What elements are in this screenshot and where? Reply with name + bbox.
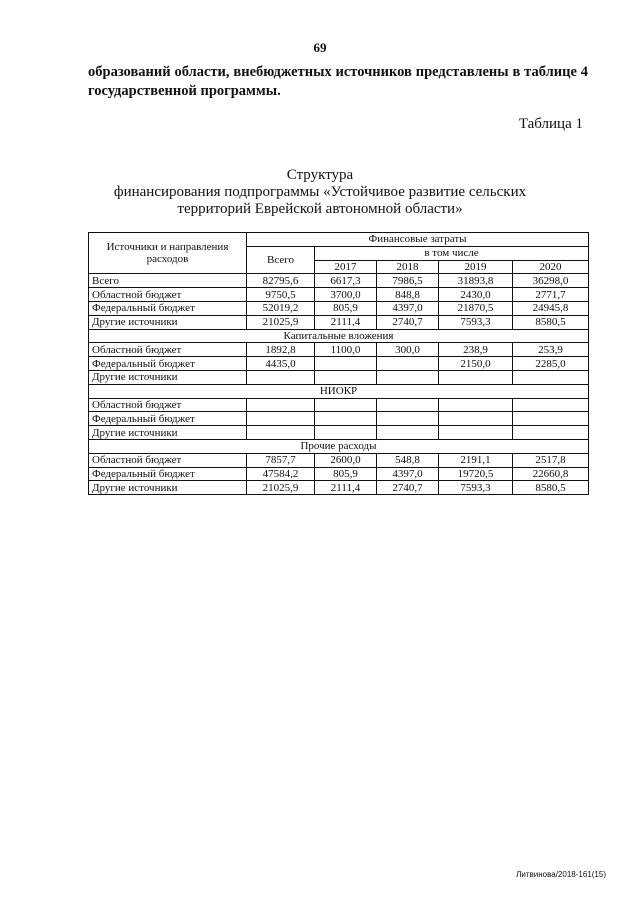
cell-2018 — [377, 426, 439, 440]
cell-2018 — [377, 357, 439, 371]
table-row — [89, 315, 589, 329]
row-label: Другие источники — [89, 315, 247, 329]
cell-2019: 21870,5 — [439, 301, 513, 315]
cell-2020: 8580,5 — [513, 481, 589, 495]
header-costs: Финансовые затраты — [247, 233, 589, 247]
cell-total: 52019,2 — [247, 301, 315, 315]
cell-2017: 3700,0 — [315, 288, 377, 302]
table-row — [89, 398, 589, 412]
header-year: 2018 — [377, 260, 439, 274]
page-number: 69 — [313, 40, 327, 55]
cell-2018: 300,0 — [377, 343, 439, 357]
cell-2020: 2771,7 — [513, 288, 589, 302]
cell-2017: 1100,0 — [315, 343, 377, 357]
header-year: 2019 — [439, 260, 513, 274]
table-row — [89, 426, 589, 440]
cell-2019: 31893,8 — [439, 274, 513, 288]
cell-2018 — [377, 412, 439, 426]
cell-2020: 253,9 — [513, 343, 589, 357]
header-year: 2020 — [513, 260, 589, 274]
table-title — [0, 167, 640, 218]
intro-paragraph: образований области, внебюджетных источников представлены в таблице 4 государственной программы. — [88, 64, 588, 99]
row-label: Федеральный бюджет — [89, 301, 247, 315]
cell-2020: 36298,0 — [513, 274, 589, 288]
cell-2017: 2111,4 — [315, 315, 377, 329]
row-label: Областной бюджет — [89, 343, 247, 357]
row-label: Другие источники — [89, 426, 247, 440]
section-title: Капитальные вложения — [89, 329, 589, 343]
table-row — [89, 301, 589, 315]
table-row — [89, 370, 589, 384]
title-line-1: Структура — [286, 167, 354, 183]
header-total: Всего — [247, 246, 315, 274]
cell-2018: 7986,5 — [377, 274, 439, 288]
cell-2019: 7593,3 — [439, 315, 513, 329]
cell-2020 — [513, 370, 589, 384]
section-title: НИОКР — [89, 384, 589, 398]
row-label: Областной бюджет — [89, 453, 247, 467]
cell-total: 82795,6 — [247, 274, 315, 288]
cell-2018: 4397,0 — [377, 301, 439, 315]
section-header-row — [89, 329, 589, 343]
cell-total — [247, 370, 315, 384]
cell-2017: 805,9 — [315, 301, 377, 315]
cell-2017: 6617,3 — [315, 274, 377, 288]
table-row — [89, 481, 589, 495]
title-line-3: территорий Еврейской автономной области» — [177, 201, 463, 217]
cell-2018 — [377, 370, 439, 384]
cell-2019: 238,9 — [439, 343, 513, 357]
row-label: Другие источники — [89, 481, 247, 495]
cell-2020: 24945,8 — [513, 301, 589, 315]
cell-2020: 22660,8 — [513, 467, 589, 481]
table-row — [89, 453, 589, 467]
cell-2020 — [513, 398, 589, 412]
cell-total: 47584,2 — [247, 467, 315, 481]
cell-total — [247, 412, 315, 426]
cell-2017 — [315, 357, 377, 371]
cell-2020: 2285,0 — [513, 357, 589, 371]
cell-2020 — [513, 426, 589, 440]
cell-total: 7857,7 — [247, 453, 315, 467]
row-label: Другие источники — [89, 370, 247, 384]
cell-2018 — [377, 398, 439, 412]
cell-2019: 2150,0 — [439, 357, 513, 371]
table-row — [89, 343, 589, 357]
cell-2017 — [315, 426, 377, 440]
cell-2019 — [439, 398, 513, 412]
section-header-row — [89, 439, 589, 453]
row-label: Всего — [89, 274, 247, 288]
cell-total — [247, 426, 315, 440]
table-row — [89, 412, 589, 426]
financing-table — [88, 232, 589, 495]
cell-2019 — [439, 370, 513, 384]
row-label: Федеральный бюджет — [89, 467, 247, 481]
cell-total: 1892,8 — [247, 343, 315, 357]
header-year: 2017 — [315, 260, 377, 274]
cell-2018: 2740,7 — [377, 481, 439, 495]
title-line-2: финансирования подпрограммы «Устойчивое развитие сельских — [113, 184, 527, 200]
cell-2017 — [315, 412, 377, 426]
table-caption: Таблица 1 — [518, 116, 583, 132]
table-row — [89, 274, 589, 288]
cell-2019: 2191,1 — [439, 453, 513, 467]
cell-2019: 2430,0 — [439, 288, 513, 302]
cell-2017: 805,9 — [315, 467, 377, 481]
row-label: Федеральный бюджет — [89, 357, 247, 371]
cell-2018: 2740,7 — [377, 315, 439, 329]
row-label: Областной бюджет — [89, 398, 247, 412]
cell-2018: 548,8 — [377, 453, 439, 467]
row-label: Областной бюджет — [89, 288, 247, 302]
cell-total — [247, 398, 315, 412]
cell-2017: 2111,4 — [315, 481, 377, 495]
cell-2017: 2600,0 — [315, 453, 377, 467]
cell-2017 — [315, 398, 377, 412]
document-reference: Литвинова/2018-161(15) — [516, 870, 606, 879]
cell-2018: 4397,0 — [377, 467, 439, 481]
cell-2020: 8580,5 — [513, 315, 589, 329]
header-sources: Источники и направления расходов — [89, 233, 247, 274]
row-label: Федеральный бюджет — [89, 412, 247, 426]
cell-total: 4435,0 — [247, 357, 315, 371]
cell-2018: 848,8 — [377, 288, 439, 302]
cell-2017 — [315, 370, 377, 384]
table-row — [89, 467, 589, 481]
cell-2019: 7593,3 — [439, 481, 513, 495]
cell-2019: 19720,5 — [439, 467, 513, 481]
cell-total: 21025,9 — [247, 315, 315, 329]
cell-2020: 2517,8 — [513, 453, 589, 467]
section-title: Прочие расходы — [89, 439, 589, 453]
cell-total: 21025,9 — [247, 481, 315, 495]
cell-2020 — [513, 412, 589, 426]
section-header-row — [89, 384, 589, 398]
cell-total: 9750,5 — [247, 288, 315, 302]
header-including: в том числе — [315, 246, 589, 260]
cell-2019 — [439, 412, 513, 426]
table-row — [89, 288, 589, 302]
cell-2019 — [439, 426, 513, 440]
table-row — [89, 357, 589, 371]
